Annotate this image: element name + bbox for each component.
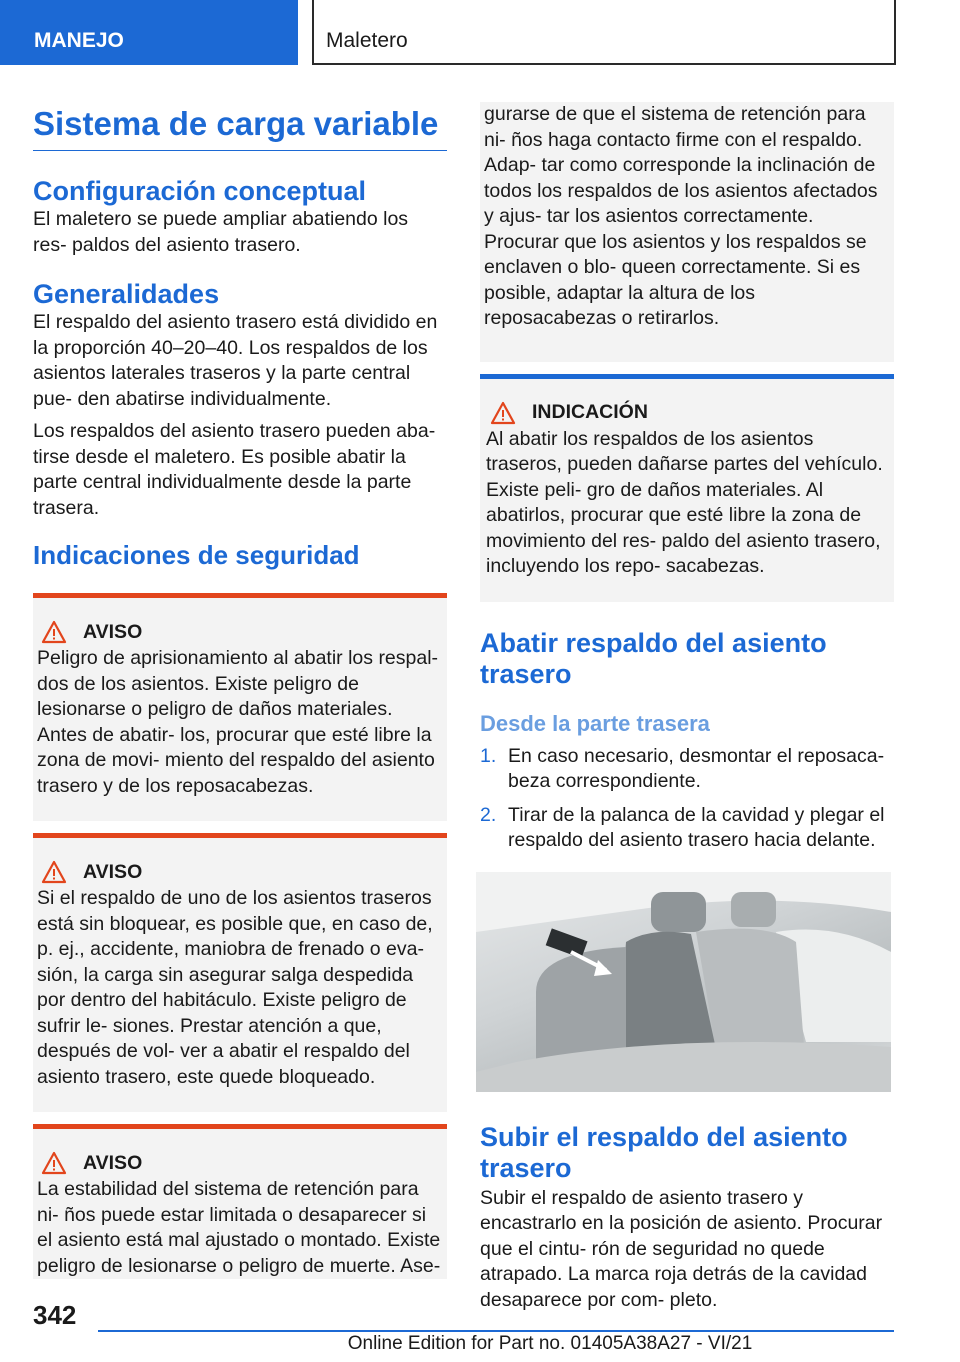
warning-box-3-continued — [480, 102, 894, 362]
note-box — [480, 374, 894, 602]
step-number: 1. — [480, 744, 497, 767]
section-title: Maletero — [312, 0, 896, 65]
heading-raise: Subir el respaldo del asiento trasero — [480, 1121, 848, 1183]
warning-triangle-icon — [41, 860, 67, 884]
heading-from-rear: Desde la parte trasera — [480, 710, 710, 736]
paragraph-general-1: El respaldo del asiento trasero está dividido en la proporción 40–20–40. Los respaldos de los asientos laterales traseros y la parte central pue- den abatirse individualmente. — [33, 311, 438, 410]
rear-seat-drawing — [476, 872, 891, 1092]
warning-triangle-icon — [41, 1151, 67, 1175]
warning-text-3: La estabilidad del sistema de retención para ni- ños puede estar limitada o desaparecer si el asiento está mal ajustado o montado. Existe peligro de lesionarse o peligro de muerte. Ase- — [37, 1178, 441, 1277]
step-number: 2. — [480, 803, 497, 826]
page-number: 342 — [33, 1300, 77, 1330]
left-column — [33, 100, 447, 1279]
paragraph-concept: El maletero se puede ampliar abatiendo los res- paldos del asiento trasero. — [33, 208, 409, 256]
step-text: En caso necesario, desmontar el reposaca- beza correspondiente. — [508, 744, 885, 792]
paragraph-general-2: Los respaldos del asiento trasero pueden aba- tirse desde el maletero. Es posible abatir la parte central individualmente desde la parte trasera. — [33, 420, 436, 519]
warning-text-2: Si el respaldo de uno de los asientos traseros está sin bloquear, es posible que, en caso de, p. ej., accidente, maniobra de frenado o eva- sión, la carga sin asegurar salga despedida por dentro del habitáculo. Existe peligro de sufrir le- siones. Prestar atención a que, después de vol- ver a abatir el respaldo del asiento trasero, este quede bloqueado. — [37, 887, 433, 1088]
note-title: INDICACIÓN — [532, 401, 648, 423]
heading-concept: Configuración conceptual — [33, 176, 367, 206]
heading-safety: Indicaciones de seguridad — [33, 540, 360, 570]
steps-list — [480, 744, 894, 854]
warning-text-1: Peligro de aprisionamiento al abatir los respal- dos de los asientos. Existe peligro de lesionarse o peligro de daños materiales. Antes de abatir- los, procurar que esté libre la zona de movi- miento del respaldo del asiento trasero y de los reposacabezas. — [37, 647, 439, 797]
heading-general: Generalidades — [33, 279, 220, 309]
step-text: Tirar de la palanca de la cavidad y plegar el respaldo del asiento trasero hacia delante. — [508, 803, 885, 851]
list-item — [480, 803, 894, 854]
heading-fold: Abatir respaldo del asiento trasero — [480, 627, 827, 689]
warning-triangle-icon — [41, 620, 67, 644]
rear-seat-illustration — [476, 872, 891, 1092]
warning-text-3-continued: gurarse de que el sistema de retención para ni- ños haga contacto firme con el respaldo. Adap- tar como corresponde la inclinación de todos los respaldos de los asientos afectados y ajus- tar los asientos correctamente. Procurar que los asientos y los respaldos se enclaven o blo- queen correctamente. Si es posible, adaptar la altura de los reposacabezas o retirarlos. — [484, 103, 878, 329]
warning-triangle-icon — [490, 401, 516, 425]
note-text: Al abatir los respaldos de los asientos traseros, pueden dañarse partes del vehículo. Existe peli- gro de daños materiales. Al abatirlos, procurar que esté libre la zona de movimiento del res- paldo del asiento trasero, incluyendo los repo- sacabezas. — [486, 427, 883, 577]
warning-box-1 — [33, 593, 447, 821]
paragraph-raise: Subir el respaldo de asiento trasero y encastrarlo en la posición de asiento. Procurar que el cintu- rón de seguridad no quede atrapado. La marca roja detrás de la cavidad desaparece por com- pleto. — [480, 1186, 883, 1311]
list-item — [480, 744, 894, 795]
warning-box-2 — [33, 833, 447, 1112]
right-column — [480, 102, 894, 1313]
page-title: Sistema de carga variable — [33, 100, 447, 151]
chapter-tab: MANEJO — [0, 0, 298, 65]
footer-edition: Online Edition for Part no. 01405A38A27 - VI/21 — [347, 1333, 753, 1354]
warning-title-3: AVISO — [83, 1151, 143, 1174]
footer-divider — [98, 1330, 894, 1332]
warning-title-1: AVISO — [83, 620, 143, 643]
warning-box-3 — [33, 1124, 447, 1279]
warning-title-2: AVISO — [83, 860, 143, 883]
